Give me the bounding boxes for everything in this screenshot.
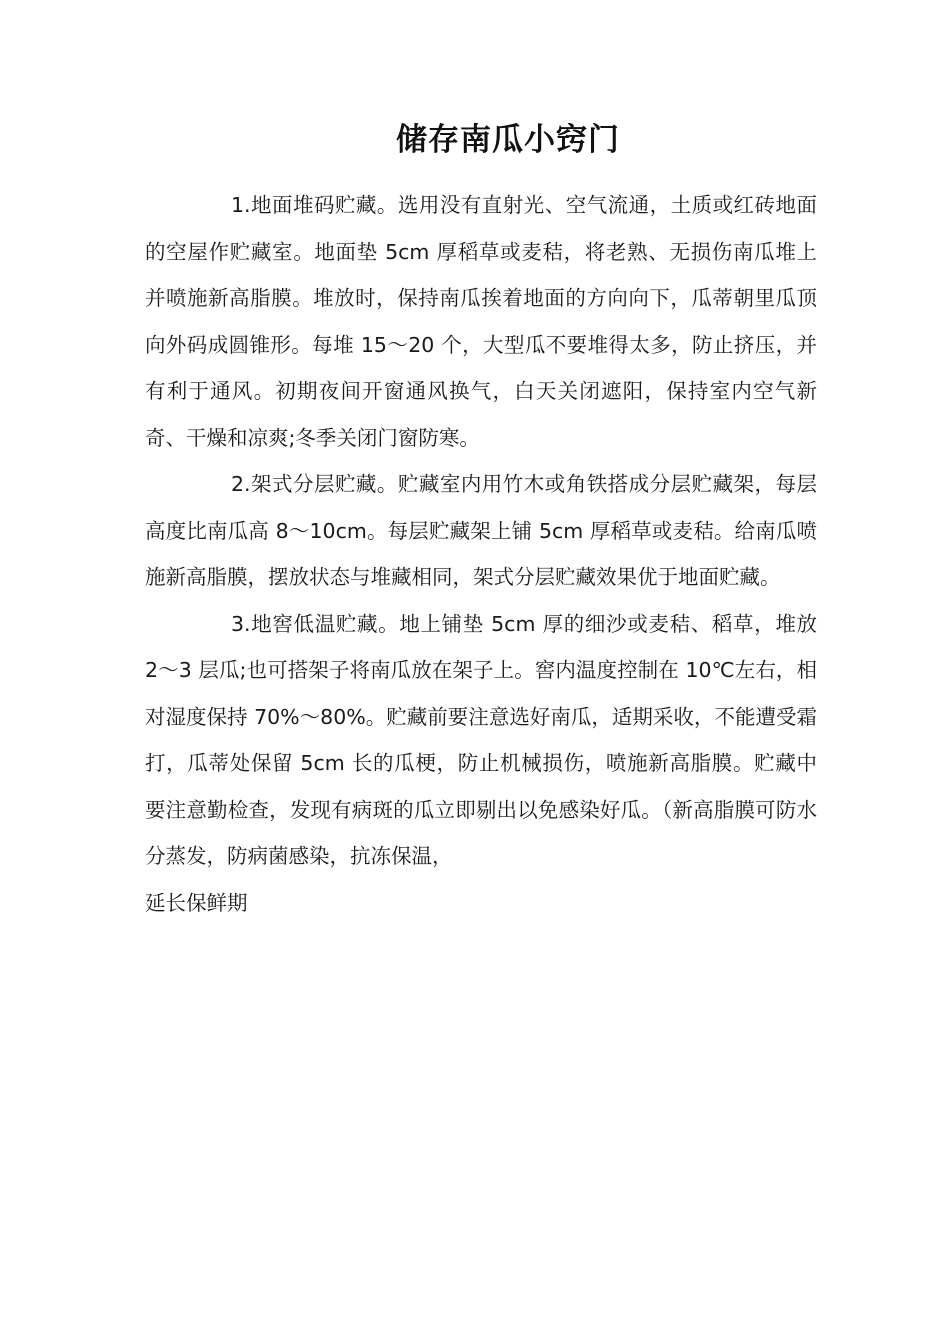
document-title: 储存南瓜小窍门 [396,122,620,158]
paragraph-shelf-storage: 2.架式分层贮藏。贮藏室内用竹木或角铁搭成分层贮藏架，每层高度比南瓜高 8～10cm。每层贮藏架上铺 5cm 厚稻草或麦秸。给南瓜喷施新高脂膜，摆放状态与堆藏相同，架式分层贮藏效果优于地面贮藏。 [145,472,817,589]
paragraph-ground-storage: 1.地面堆码贮藏。选用没有直射光、空气流通，土质或红砖地面的空屋作贮藏室。地面垫 5cm 厚稻草或麦秸，将老熟、无损伤南瓜堆上并喷施新高脂膜。堆放时，保持南瓜挨着地面的方向向下，瓜蒂朝里瓜顶向外码成圆锥形。每堆 15～20 个，大型瓜不要堆得太多，防止挤压，并有利于通风。初期夜间开窗通风换气，白天关闭遮阳，保持室内空气新奇、干燥和凉爽;冬季关闭门窗防寒。 [145,193,817,450]
document-body [145,182,817,926]
paragraph-tail: 延长保鲜期 [145,890,248,915]
paragraph-cellar-storage: 3.地窖低温贮藏。地上铺垫 5cm 厚的细沙或麦秸、稻草，堆放 2～3 层瓜;也可搭架子将南瓜放在架子上。窖内温度控制在 10℃左右，相对湿度保持 70%～80%。贮藏前要注意选好南瓜，适期采收，不能遭受霜打，瓜蒂处保留 5cm 长的瓜梗，防止机械损伤，喷施新高脂膜。贮藏中要注意勤检查，发现有病斑的瓜立即剔出以免感染好瓜。（新高脂膜可防水分蒸发，防病菌感染，抗冻保温， [145,611,817,868]
